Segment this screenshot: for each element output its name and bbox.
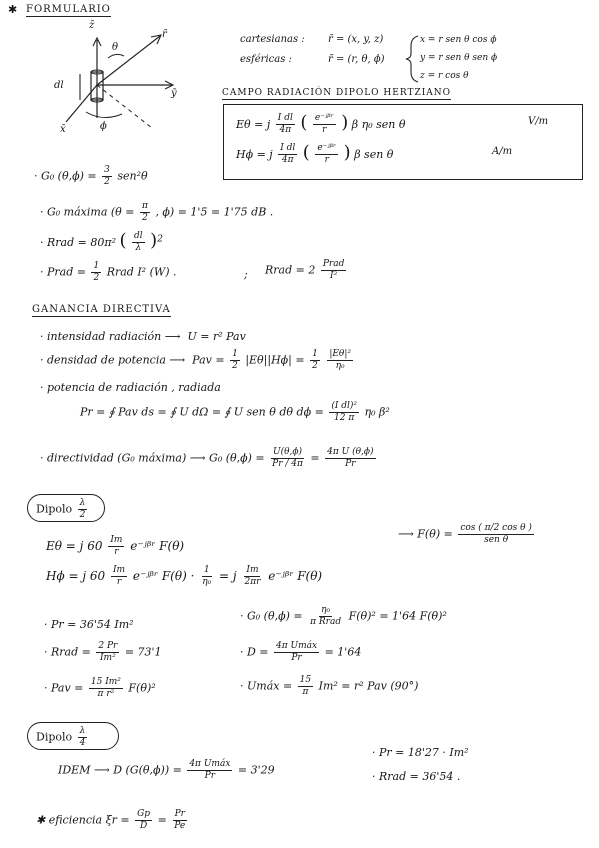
semicolon: ; (244, 268, 248, 281)
dl-label: dl (54, 80, 64, 91)
dipolo-half-h: Hϕ = j 60 $\frac{Im}{r}$ e⁻ʲᵝʳ F(θ) · $\frac{1}{\text{η₀}}$ = j $\frac{Im}{2\pi r}$ e⁻ʲᵝʳ F(θ) (46, 565, 323, 587)
dipolo-quarter-pr: · Pr = 18'27 · Im² (372, 746, 469, 759)
y-equation: y = r sen θ sen ϕ (420, 53, 498, 63)
pr-integral: Pr = ∮ Pav ds = ∮ U dΩ = ∮ U sen θ dθ dϕ = $\frac{\text{(I dl)²}}{12 \pi}$ η₀ β² (80, 401, 390, 423)
cartesian-label: cartesianas : (240, 34, 305, 45)
phi-label: ϕ (100, 121, 107, 132)
y-axis-label: ȳ (171, 88, 177, 99)
densidad-line: · densidad de potencia ⟶ Pav = $\frac{1}{2}$ |Eθ||Hϕ| = $\frac{1}{2}$ $\frac{\text{|Eθ|²}}{\text{η₀}}$ (40, 349, 351, 371)
h-phi-unit: A/m (492, 146, 513, 157)
title-bullet: ✱ (8, 3, 18, 16)
eficiencia-formula: ✱ eficiencia ξr = $\frac{Gp}{D}$ = $\frac{Pr}{Pe}$ (36, 809, 186, 831)
z-equation: z = r cos θ (420, 71, 469, 81)
spherical-label: esféricas : (240, 54, 292, 65)
radiation-pattern: ⟶ F(θ) = $\frac{\text{cos ( π/2 cos θ )}}{\text{sen θ}}$ (398, 523, 532, 545)
dipolo-half-rrad: · Rrad = $\frac{2 Pr}{\text{Im²}}$ = 73'1 (44, 641, 162, 663)
directividad-line: · directividad (G₀ máxima) ⟶ G₀ (θ,ϕ) = $\frac{U(\theta,\phi)}{Pr / 4\pi}$ = $\frac{\text{4π U (θ,ϕ)}}{Pr}$ (40, 447, 374, 469)
dipolo-quarter-idem: IDEM ⟶ D (G(θ,ϕ)) = $\frac{\text{4π Umáx}}{Pr}$ = 3'29 (58, 759, 275, 781)
dipolo-half-pr: · Pr = 36'54 Im² (44, 618, 134, 631)
campo-title: CAMPO RADIACIÓN DIPOLO HERTZIANO (222, 88, 452, 98)
gain-formula: · G₀ (θ,ϕ) = $\frac{3}{2}$ sen²θ (34, 165, 148, 187)
r-vector-label: r̄ (162, 29, 167, 40)
cartesian-value: r̄ = (x, y, z) (328, 34, 384, 45)
x-axis-label: x̄ (60, 124, 66, 135)
intensidad-line: · intensidad radiación ⟶ U = r² Pav (40, 330, 246, 343)
dipolo-quarter-label: Dipolo $\frac{\lambda}{4}$ (36, 726, 86, 748)
z-axis-label: z̄ (89, 20, 95, 31)
dipolo-half-pav: · Pav = $\frac{\text{15 Im²}}{\text{π r²}}$ F(θ)² (44, 677, 156, 699)
rrad-formula: · Rrad = 80π² ( $\frac{dl}{\lambda}$ )$^2$ (40, 230, 163, 254)
ganancia-title: GANANCIA DIRECTIVA (32, 304, 171, 315)
dipolo-half-directivity: · D = $\frac{\text{4π Umáx}}{Pr}$ = 1'64 (240, 641, 362, 663)
dipolo-half-label: Dipolo $\frac{\lambda}{2}$ (36, 498, 86, 520)
theta-label: θ (112, 42, 119, 53)
e-theta-unit: V/m (528, 116, 549, 127)
dipolo-half-e: Eθ = j 60 $\frac{Im}{r}$ e⁻ʲᵝʳ F(θ) (46, 535, 185, 557)
potencia-line: · potencia de radiación , radiada (40, 381, 221, 394)
gain-max: · G₀ máxima (θ = $\frac{\pi}{2}$ , ϕ) = 1'5 = 1'75 dB . (40, 201, 274, 223)
spherical-value: r̄ = (r, θ, ϕ) (328, 54, 385, 65)
page-title: FORMULARIO (26, 4, 111, 15)
dipolo-half-gain: · G₀ (θ,ϕ) = $\frac{\text{η₀}}{\text{π Rrad}}$ F(θ)² = 1'64 F(θ)² (240, 605, 447, 627)
e-theta-formula: Eθ = j $\frac{\text{I dl}}{4\pi}$ ( $\frac{\text{e⁻ʲᵝʳ}}{r}$ ) β η₀ sen θ (236, 112, 406, 136)
rrad-from-prad: Rrad = 2 $\frac{\text{Prad}}{\text{I²}}$ (265, 259, 345, 281)
prad-formula: · Prad = $\frac{1}{2}$ Rrad I² (W) . (40, 261, 177, 283)
dipolo-quarter-rrad: · Rrad = 36'54 . (372, 770, 461, 783)
h-phi-formula: Hϕ = j $\frac{\text{I dl}}{4\pi}$ ( $\frac{\text{e⁻ʲᵝʳ}}{r}$ ) β sen θ (236, 142, 394, 166)
dipolo-half-umax: · Umáx = $\frac{15}{\pi}$ Im² = r² Pav (90°) (240, 675, 419, 697)
x-equation: x = r sen θ cos ϕ (420, 35, 497, 45)
